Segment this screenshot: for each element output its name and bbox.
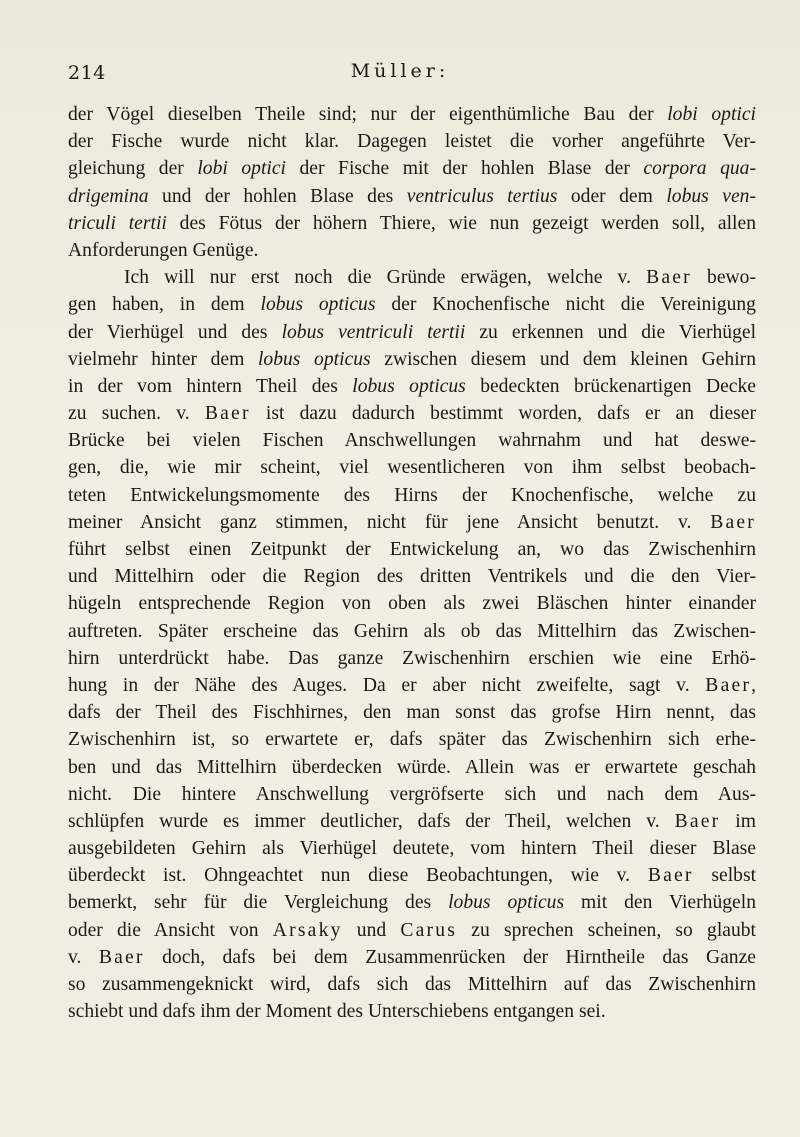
text-run: des Fötus der höhern Thiere, wie nun gezeigt werden soll, allen: [166, 212, 756, 234]
italic-term: drigemina: [68, 185, 149, 207]
text-run: der Fische mit der hohlen Blase der: [285, 158, 644, 180]
text-run: ben und das Mittelhirn überdecken würde. Allein was er erwartete geschah: [68, 756, 756, 778]
text-run: oder die Ansicht von: [68, 919, 273, 941]
text-run: hügeln entsprechende Region von oben als zwei Bläschen hinter einander: [68, 593, 756, 615]
text-run: selbst: [693, 865, 757, 887]
spaced-name: Arsaky: [272, 919, 343, 941]
text-line: [68, 781, 756, 808]
italic-term: lobus ventriculi tertii: [281, 321, 466, 343]
italic-term: triculi tertii: [68, 212, 167, 234]
text-run: hirn unterdrückt habe. Das ganze Zwischenhirn erschien wie eine Erhö-: [68, 647, 756, 669]
text-line: [68, 808, 756, 835]
text-run: Ich will nur erst noch die Gründe erwägen, welche v.: [124, 267, 647, 289]
text-run: auftreten. Später erscheine das Gehirn als ob das Mittelhirn das Zwischen-: [68, 620, 756, 642]
italic-term: lobus ven-: [666, 185, 756, 207]
text-run: gen, die, wie mir scheint, viel wesentlicheren von ihm selbst beobach-: [68, 457, 756, 479]
text-line: [68, 536, 756, 563]
text-line: [68, 346, 756, 373]
italic-term: lobi optici: [197, 158, 286, 180]
text-line: [68, 726, 756, 753]
text-run: so zusammengeknickt wird, dafs sich das Mittelhirn auf das Zwischenhirn: [68, 974, 756, 995]
paragraph: [68, 101, 756, 264]
text-line: [68, 427, 756, 454]
spaced-name: Baer: [710, 511, 756, 533]
text-line: [68, 400, 756, 427]
text-line: [68, 917, 756, 944]
text-line: [68, 237, 756, 264]
italic-term: corpora qua-: [643, 158, 756, 180]
text-line: [68, 264, 756, 291]
text-run: mit den Vierhügeln: [564, 892, 756, 914]
spaced-name: Baer: [674, 810, 721, 832]
text-run: dafs der Theil des Fischhirnes, den man sonst das grofse Hirn nennt, das: [68, 702, 756, 724]
italic-term: lobus opticus: [448, 892, 565, 914]
text-run: zu suchen. v.: [68, 403, 205, 425]
italic-term: ventriculus tertius: [406, 185, 558, 207]
text-run: gleichung der: [68, 158, 198, 180]
text-line: [68, 971, 756, 998]
text-run: schlüpfen wurde es immer deutlicher, dafs der Theil, welchen v.: [68, 810, 675, 832]
text-run: Brücke bei vielen Fischen Anschwellungen wahrnahm und hat deswe-: [68, 430, 756, 452]
page-number: 214: [68, 62, 106, 84]
text-line: [68, 210, 756, 237]
text-run: oder dem: [557, 185, 667, 207]
text-line: [68, 155, 756, 182]
text-line: [68, 482, 756, 509]
text-run: der Knochenfische nicht die Vereinigung: [375, 294, 756, 316]
text-run: ausgebildeten Gehirn als Vierhügel deutete, vom hintern Theil dieser Blase: [68, 838, 756, 860]
text-line: [68, 998, 756, 1025]
text-line: [68, 590, 756, 617]
text-run: Zwischenhirn ist, so erwartete er, dafs später das Zwischenhirn sich erhe-: [68, 729, 756, 751]
body-text: [68, 101, 756, 1025]
text-line: [68, 454, 756, 481]
text-run: v.: [68, 946, 99, 968]
text-run: der Vögel dieselben Theile sind; nur der eigenthümliche Bau der: [68, 104, 668, 125]
text-run: der Vierhügel und des: [68, 321, 282, 343]
italic-term: lobus opticus: [257, 348, 371, 370]
text-run: und Mittelhirn oder die Region des dritten Ventrikels und die den Vier-: [68, 566, 756, 588]
text-line: [68, 944, 756, 971]
text-run: vielmehr hinter dem: [68, 348, 258, 370]
italic-term: lobi optici: [667, 104, 756, 125]
text-line: [68, 291, 756, 318]
italic-term: lobus opticus: [260, 294, 376, 316]
text-run: gen haben, in dem: [68, 294, 261, 316]
spaced-name: Carus: [400, 919, 458, 941]
text-line: [68, 835, 756, 862]
text-run: zu sprechen scheinen, so glaubt: [457, 919, 757, 941]
text-run: führt selbst einen Zeitpunkt der Entwickelung an, wo das Zwischenhirn: [68, 539, 756, 560]
text-run: überdeckt ist. Ohngeachtet nun diese Beobachtungen, wie v.: [68, 865, 648, 887]
text-line: [68, 319, 756, 346]
paragraph: [68, 264, 756, 1025]
text-line: [68, 618, 756, 645]
text-line: [68, 183, 756, 210]
text-run: bewo-: [691, 267, 756, 289]
text-run: in der vom hintern Theil des: [68, 375, 353, 397]
text-run: doch, dafs bei dem Zusammenrücken der Hirntheile das Ganze: [144, 946, 756, 968]
text-line: [68, 128, 756, 155]
text-run: und: [342, 919, 401, 941]
spaced-name: Baer: [646, 267, 692, 289]
spaced-name: Baer: [647, 865, 694, 887]
text-line: [68, 889, 756, 916]
text-run: hung in der Nähe des Auges. Da er aber nicht zweifelte, sagt v.: [68, 674, 706, 696]
text-run: im: [720, 810, 756, 832]
text-run: bemerkt, sehr für die Vergleichung des: [68, 892, 449, 914]
spaced-name: Baer: [204, 403, 251, 425]
text-run: schiebt und dafs ihm der Moment des Unterschiebens entgangen sei.: [68, 1001, 606, 1023]
text-run: meiner Ansicht ganz stimmen, nicht für jene Ansicht benutzt. v.: [68, 511, 711, 533]
text-run: teten Entwickelungsmomente des Hirns der Knochenfische, welche zu: [68, 484, 756, 506]
text-run: ,: [751, 674, 756, 696]
text-run: zwischen diesem und dem kleinen Gehirn: [370, 348, 756, 370]
text-line: [68, 509, 756, 536]
spaced-name: Baer: [705, 674, 752, 696]
text-line: [68, 862, 756, 889]
text-run: zu erkennen und die Vierhügel: [465, 321, 757, 343]
text-line: [68, 754, 756, 781]
spaced-name: Baer: [98, 946, 145, 968]
text-line: [68, 645, 756, 672]
text-run: bedeckten brückenartigen Decke: [465, 375, 757, 397]
text-line: [68, 699, 756, 726]
text-run: nicht. Die hintere Anschwellung vergröfserte sich und nach dem Aus-: [68, 783, 756, 805]
text-run: Anforderungen Genüge.: [68, 239, 259, 261]
text-line: [68, 373, 756, 400]
text-line: [68, 563, 756, 590]
text-line: [68, 672, 756, 699]
running-head: Müller:: [350, 60, 450, 82]
text-run: der Fische wurde nicht klar. Dagegen leistet die vorher angeführte Ver-: [68, 131, 756, 153]
text-line: [68, 101, 756, 128]
italic-term: lobus opticus: [352, 375, 466, 397]
text-run: und der hohlen Blase des: [148, 185, 407, 207]
text-run: ist dazu dadurch bestimmt worden, dafs er an dieser: [250, 403, 756, 425]
